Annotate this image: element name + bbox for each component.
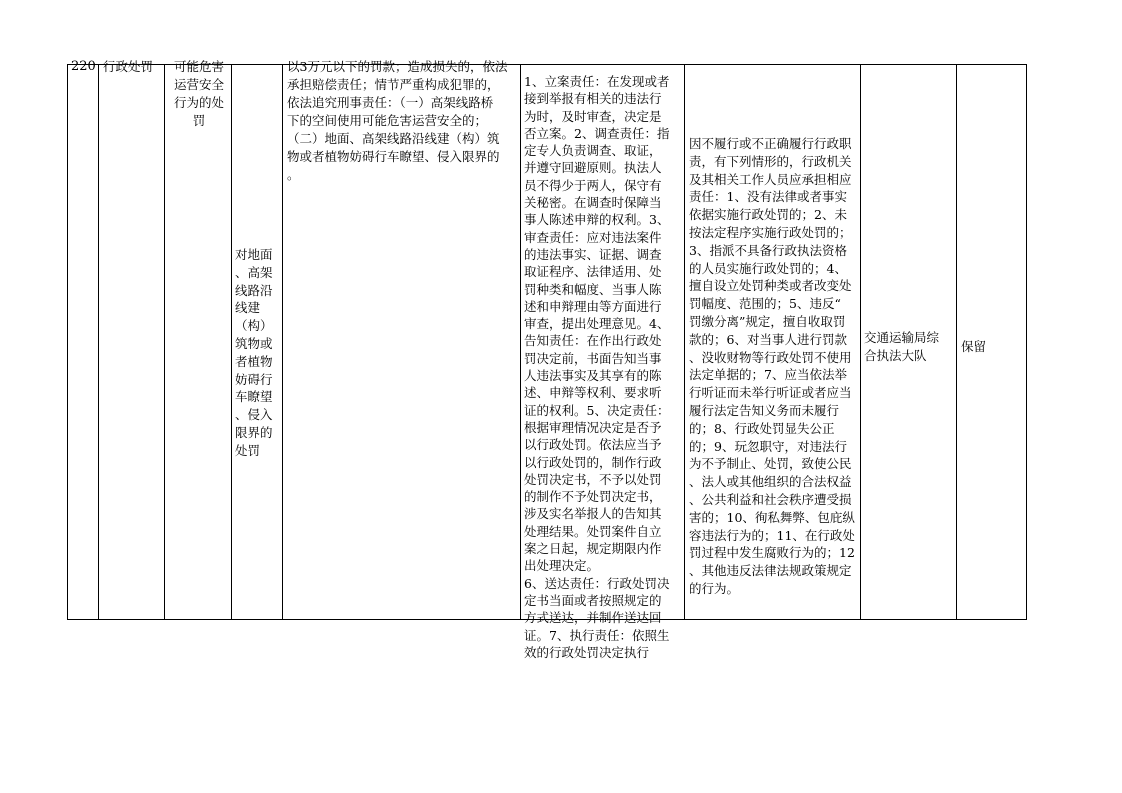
cell-action-type xyxy=(99,59,165,619)
cell-department xyxy=(861,65,957,619)
legal-basis: 以3万元以下的罚款；造成损失的，依法 承担赔偿责任；情节严重构成犯罪的， 依法追究刑事责任：（一）高架线路桥 下的空间使用可能危害运营安全的； （二）地面、高架线路沿线建（构）筑 物或者植物妨碍行车瞭望、侵入限界的 。 xyxy=(287,59,508,182)
item-name: 可能危害 运营安全 行为的处 罚 xyxy=(173,59,224,128)
action-type: 行政处罚 xyxy=(103,59,154,74)
cell-basis xyxy=(283,59,521,619)
accountability-items: 因不履行或不正确履行行政职 责，有下列情形的，行政机关 及其相关工作人员应承担相应 责任：1、没有法律或者事实 依据实施行政处罚的；2、未 按法定程序实施行政处罚的； 3、指派不具备行政执法资格 的人员实施行政处罚的；4、 擅自设立处罚种类或者改变处 罚幅度、范围的；5、违反“ 罚缴分离”规定，擅自收取罚 款的；6、对当事人进行罚款 、没收财物等行政处罚不使用 法定单据的；7、应当依法举 行听证而未举行听证或者应当 履行法定告知义务而未履行 的；8、行政处罚显失公正 的；9、玩忽职守，对违法行 为不予制止、处罚，致使公民 、法人或其他组织的合法权益 、公共利益和社会秩序遭受损 害的；10、徇私舞弊、包庇纵 容违法行为的；11、在行政处 罚过程中发生腐败行为的；12 、其他违反法律法规政策规定 的行为。 xyxy=(689,136,855,596)
cell-liability xyxy=(685,65,861,619)
table-row xyxy=(67,59,1027,660)
cell-row-number xyxy=(68,59,99,619)
status: 保留 xyxy=(961,339,987,354)
responsible-department: 交通运输局综 合执法大队 xyxy=(864,330,940,363)
responsibility-items: 1、立案责任：在发现或者 接到举报有相关的违法行 为时，及时审查，决定是 否立案。2、调查责任：指 定专人负责调查、取证， 并遵守回避原则。执法人 员不得少于两人，保守有 关秘密。在调查时保障当 事人陈述申辩的权利。3、 审查责任：应对违法案件 的违法事实、证据、调查 取证程序、法律适用、处 罚种类和幅度、当事人陈 述和申辩理由等方面进行 审查，提出处理意见。4、 告知责任：在作出行政处 罚决定前，书面告知当事 人违法事实及其享有的陈 述、申辩等权利、要求听 证的权利。5、决定责任： 根据审理情况决定是否予 以行政处罚。依法应当予 以行政处罚的，制作行政 处罚决定书，不予以处罚 的制作不予处罚决定书， 涉及实名举报人的告知其 处理结果。处罚案件自立 案之日起，规定期限内作 出处理决定。 6、送达责任：行政处罚决 定书当面或者按照规定的 方式送达，并制作送达回 证。7、执行责任：依照生 效的行政处罚决定执行 xyxy=(524,74,670,660)
sub-item: 对地面 、高架 线路沿 线建 （构） 筑物或 者植物 妨碍行 车瞭望 、侵入 限界的 处罚 xyxy=(235,247,273,458)
cell-item-name xyxy=(165,59,232,619)
cell-sub-item xyxy=(232,65,283,619)
cell-duties xyxy=(521,65,685,660)
row-number: 220 xyxy=(71,59,96,74)
cell-status xyxy=(957,65,1027,619)
